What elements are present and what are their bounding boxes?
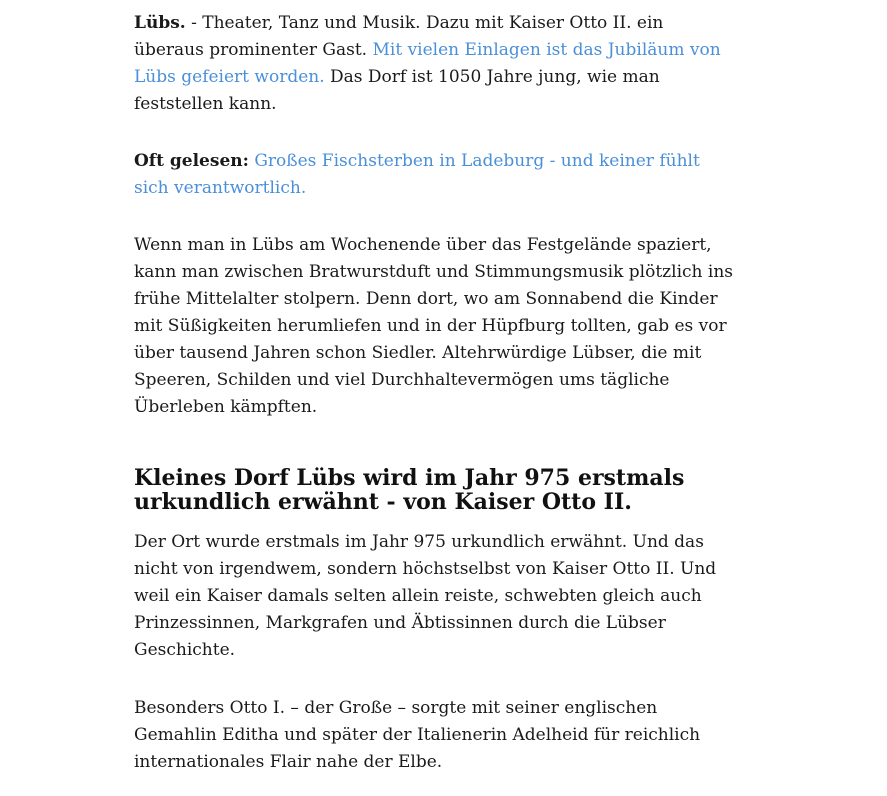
section-heading: Kleines Dorf Lübs wird im Jahr 975 erstmals urkundlich erwähnt - von Kaiser Otto II. (134, 465, 685, 515)
related-teaser (134, 148, 734, 202)
lead-text-end: Das Dorf ist 1050 Jahre jung, wie man feststellen kann. (134, 67, 660, 114)
dateline: Lübs. (134, 13, 186, 33)
related-article-link[interactable]: Großes Fischsterben in Ladeburg - und keiner fühlt sich verantwortlich. (134, 151, 700, 198)
body-paragraph-otto: Besonders Otto I. – der Große – sorgte mit seiner englischen Gemahlin Editha und später der Italienerin Adelheid für reichlich internationales Flair nahe der Elbe. (134, 698, 701, 772)
article-body (134, 10, 734, 776)
body-paragraph-history: Der Ort wurde erstmals im Jahr 975 urkundlich erwähnt. Und das nicht von irgendwem, sondern höchstselbst von Kaiser Otto II. Und weil ein Kaiser damals selten allein reiste, schwebten gleich auch Prinzessinnen, Markgrafen und Äbtissinnen durch die Lübser Geschichte. (134, 532, 717, 660)
lead-text: - Theater, Tanz und Musik. Dazu mit Kaiser Otto II. ein überaus prominenter Gast. (134, 13, 664, 60)
lead-paragraph (134, 10, 734, 118)
jubilee-article-link[interactable]: Mit vielen Einlagen ist das Jubiläum von Lübs gefeiert worden. (134, 40, 721, 87)
body-paragraph-festival: Wenn man in Lübs am Wochenende über das Festgelände spaziert, kann man zwischen Bratwurstduft und Stimmungsmusik plötzlich ins frühe Mittelalter stolpern. Denn dort, wo am Sonnabend die Kinder mit Süßigkeiten herumliefen und in der Hüpfburg tollten, gab es vor über tausend Jahren schon Siedler. Altehrwürdige Lübser, die mit Speeren, Schilden und viel Durchhaltevermögen ums tägliche Überleben kämpften. (134, 235, 734, 417)
teaser-label: Oft gelesen: (134, 151, 249, 171)
